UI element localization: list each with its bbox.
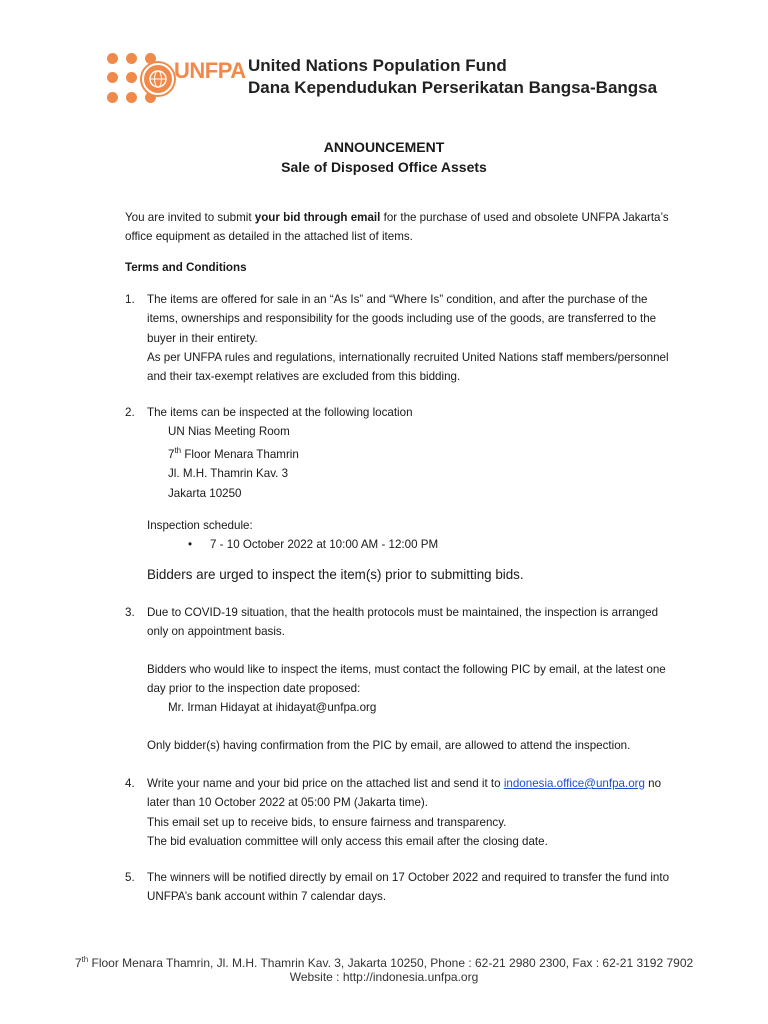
org-name-id: Dana Kependudukan Perserikatan Bangsa-Bangsa	[248, 78, 658, 97]
logo-dot	[126, 53, 137, 64]
inspection-schedule: 7 - 10 October 2022 at 10:00 AM - 12:00 PM	[210, 538, 439, 551]
footer-address: 7th Floor Menara Thamrin, Jl. M.H. Thamrin Kav. 3, Jakarta 10250, Phone : 62-21 2980 2300, Fax : 62-21 3192 7902	[74, 955, 694, 970]
logo-dot	[107, 72, 118, 83]
page-title: ANNOUNCEMENT	[323, 139, 445, 155]
logo-text: UNFPA	[174, 58, 246, 83]
intro-paragraph: You are invited to submit your bid through email for the purchase of used and obsolete UNFPA Jakarta’s office equipment as detailed in the attached list of items.	[125, 211, 669, 244]
term-item-5: The winners will be notified directly by email on 17 October 2022 and required to transfer the fund into UNFPA’s bank account within 7 calendar days.	[147, 871, 670, 904]
item-number: 2.	[125, 406, 135, 419]
item-number: 1.	[125, 293, 135, 306]
terms-heading: Terms and Conditions	[125, 261, 247, 274]
pic-contact: Mr. Irman Hidayat at ihidayat@unfpa.org	[168, 701, 377, 714]
page-subtitle: Sale of Disposed Office Assets	[281, 159, 487, 175]
inspection-address: UN Nias Meeting Room 7th Floor Menara Thamrin Jl. M.H. Thamrin Kav. 3 Jakarta 10250	[168, 425, 299, 500]
logo-dot	[107, 53, 118, 64]
inspection-schedule-label: Inspection schedule:	[147, 519, 253, 532]
item-number: 5.	[125, 871, 135, 884]
footer-website: Website : http://indonesia.unfpa.org	[289, 970, 479, 984]
logo-dot	[126, 72, 137, 83]
confirmation-note: Only bidder(s) having confirmation from the PIC by email, are allowed to attend the inspection.	[147, 739, 631, 752]
term-item-1: The items are offered for sale in an “As Is” and “Where Is” condition, and after the purchase of the items, ownerships and responsibility for the goods including use of the goods, are transferred to the buyer in their entirety. As per UNFPA rules and regulations, internationally recruited United Nations staff members/personnel and their tax-exempt relatives are excluded from this bidding.	[147, 293, 669, 384]
bullet-icon: •	[188, 538, 193, 551]
logo-dot	[126, 92, 137, 103]
term-item-3: Due to COVID-19 situation, that the health protocols must be maintained, the inspection is arranged only on appointment basis.	[147, 606, 659, 639]
term-item-4: Write your name and your bid price on the attached list and send it to indonesia.office@unfpa.org no later than 10 October 2022 at 05:00 PM (Jakarta time). This email set up to receive bids, to ensure fairness and transparency. The bid evaluation committee will only access this email after the closing date.	[147, 777, 662, 848]
org-name-en: United Nations Population Fund	[248, 56, 507, 75]
item-number: 4.	[125, 777, 135, 790]
item-number: 3.	[125, 606, 135, 619]
logo-dot	[107, 92, 118, 103]
bidders-urge-note: Bidders are urged to inspect the item(s) prior to submitting bids.	[147, 567, 524, 582]
pic-contact-instructions: Bidders who would like to inspect the items, must contact the following PIC by email, at the latest one day prior to the inspection date proposed:	[147, 663, 666, 696]
term-item-2-text: The items can be inspected at the following location	[147, 406, 413, 419]
bid-email-link[interactable]: indonesia.office@unfpa.org	[503, 777, 645, 790]
un-emblem-icon	[142, 63, 174, 95]
